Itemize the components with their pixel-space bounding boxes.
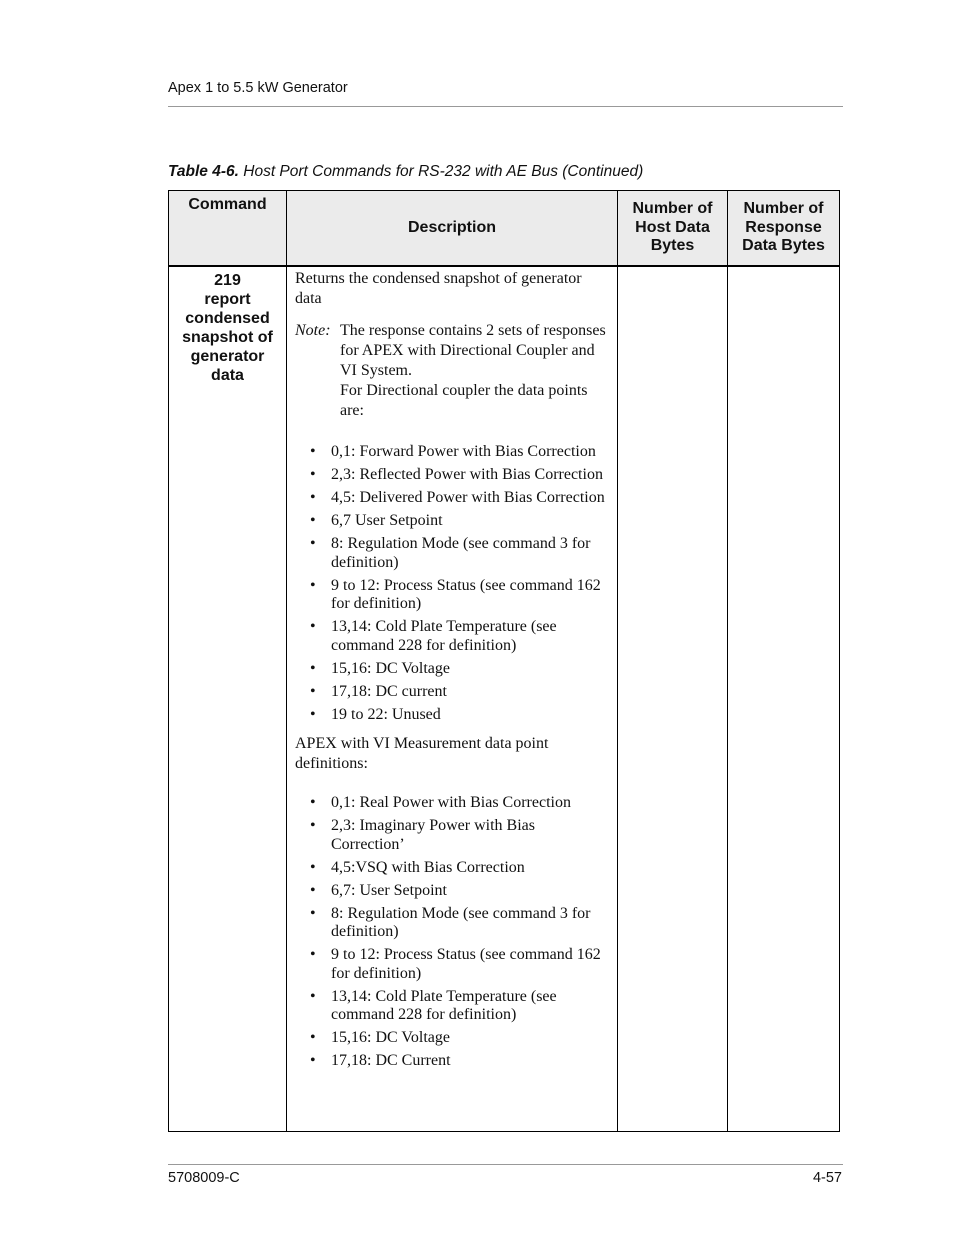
command-line: condensed [185,310,270,327]
table-caption [168,163,643,181]
table-caption-number: Table 4-6. [168,163,239,180]
list-item: • 13,14: Cold Plate Temperature (see command 228 for definition) [310,618,557,654]
header-host-line: Number of [632,200,713,218]
list-item: • 4,5:VSQ with Bias Correction [310,858,525,876]
document-number: 5708009-C [168,1170,240,1186]
running-header: Apex 1 to 5.5 kW Generator [168,80,348,96]
table-caption-text: Host Port Commands for RS-232 with AE Bus (Continued) [243,163,644,180]
header-rule [168,106,843,107]
list-item: • 15,16: DC Voltage [310,1029,450,1046]
list-item: • 9 to 12: Process Status (see command 162 for definition) [310,576,601,612]
header-host-line: Bytes [650,237,695,255]
header-host-bytes [618,191,728,267]
note-line: For Directional coupler the data points are: [340,382,588,419]
command-line: snapshot of [182,329,273,346]
header-response-line: Number of [743,200,824,218]
description-intro: Returns the condensed snapshot of generator data [295,270,582,307]
command-table [168,190,840,1132]
list-item: • 15,16: DC Voltage [310,659,450,677]
header-response-line: Response [745,218,822,236]
table-header-row [169,191,840,267]
command-line: 219 [214,272,241,289]
list-item: • 9 to 12: Process Status (see command 162 for definition) [310,946,601,982]
list-item: • 8: Regulation Mode (see command 3 for definition) [310,535,591,571]
list-item: • 0,1: Forward Power with Bias Correction [310,443,596,460]
note-block [295,321,609,421]
command-cell [169,266,287,1132]
note-body [340,321,609,421]
vi-measurement-points [295,794,609,1071]
list-item: • 13,14: Cold Plate Temperature (see command 228 for definition) [310,987,557,1023]
list-item: • 6,7 User Setpoint [310,512,443,529]
footer-rule [168,1164,843,1165]
table-row [169,266,840,1132]
description-cell [287,266,618,1132]
header-description: Description [287,191,618,267]
note-label: Note: [295,322,331,339]
list-item: • 19 to 22: Unused [310,705,441,723]
header-host-line: Host Data [635,218,710,236]
header-response-line: Data Bytes [742,237,825,255]
directional-coupler-points [295,443,609,724]
list-item: • 2,3: Imaginary Power with Bias Correction’ [310,817,535,853]
list-item: • 17,18: DC Current [310,1052,451,1069]
vi-intro: APEX with VI Measurement data point definitions: [295,735,549,772]
header-response-bytes [728,191,840,267]
list-item: • 6,7: User Setpoint [310,881,447,899]
list-item: • 2,3: Reflected Power with Bias Correction [310,466,603,483]
command-line: generator [190,348,265,365]
list-item: • 8: Regulation Mode (see command 3 for definition) [310,904,591,940]
command-line: report [204,291,251,308]
response-bytes-cell [728,266,840,1132]
list-item: • 17,18: DC current [310,682,447,700]
list-item: • 4,5: Delivered Power with Bias Correction [310,489,605,506]
note-line: The response contains 2 sets of responses for APEX with Directional Coupler and VI System. [340,322,606,379]
list-item: • 0,1: Real Power with Bias Correction [310,794,571,811]
host-bytes-cell [618,266,728,1132]
page-number: 4-57 [812,1170,842,1186]
header-command: Command [169,191,287,267]
command-line: data [211,367,244,384]
